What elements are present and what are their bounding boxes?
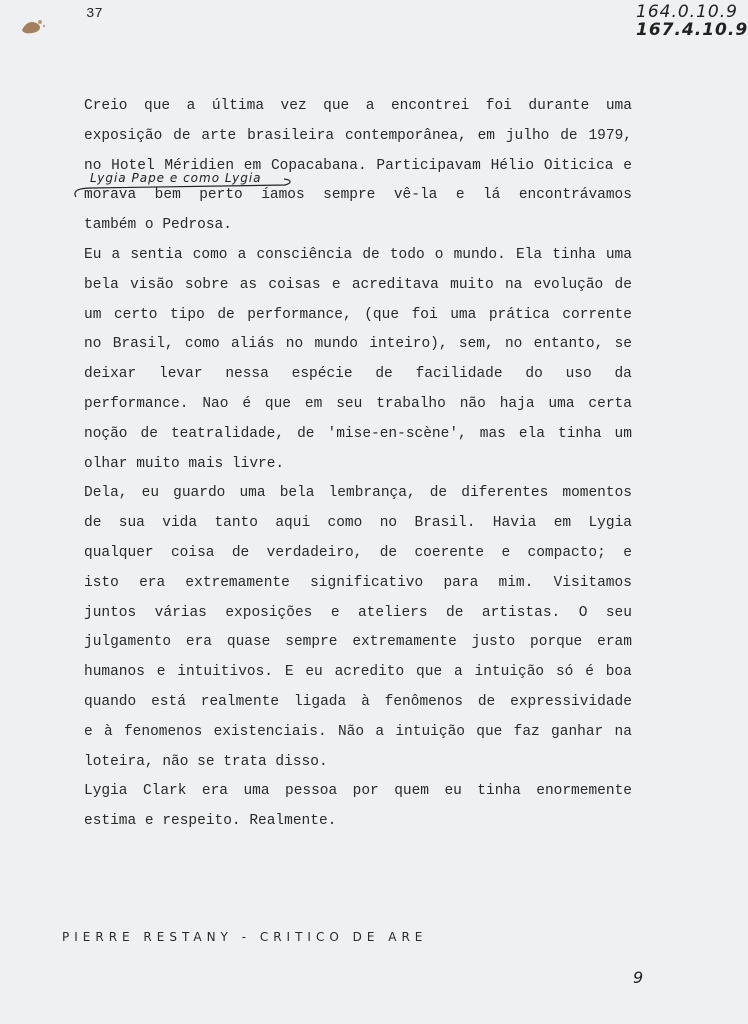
- word: existenciais.: [213, 723, 327, 740]
- word: uma: [605, 246, 632, 263]
- text-line: [84, 718, 632, 748]
- word: como: [192, 246, 228, 263]
- word: no: [285, 336, 304, 353]
- word: boa: [605, 664, 632, 681]
- word: na: [504, 276, 523, 293]
- word: vez: [280, 98, 307, 114]
- word: que: [323, 98, 350, 114]
- archive-code-2: 167.4.10.9: [636, 20, 748, 40]
- text-line: [84, 479, 632, 509]
- word: se: [614, 336, 632, 353]
- word: Brasil.: [414, 515, 476, 532]
- word: julho: [505, 127, 550, 144]
- word: de: [84, 515, 102, 532]
- text-line: [84, 271, 632, 301]
- word: diferentes: [461, 485, 549, 502]
- word: Copacabana.: [270, 157, 367, 174]
- word: como: [184, 336, 220, 353]
- word: em: [243, 157, 262, 174]
- word: espécie: [291, 366, 353, 383]
- word: eu: [444, 783, 462, 800]
- word: entanto,: [533, 336, 604, 353]
- word: de: [231, 544, 250, 561]
- word: última: [211, 98, 265, 114]
- word: a: [111, 246, 121, 263]
- word: de: [560, 127, 578, 144]
- word: exposições: [225, 604, 313, 621]
- text-line: [84, 330, 632, 360]
- word: e: [156, 664, 166, 681]
- word: certo: [113, 306, 158, 323]
- word: vida: [162, 515, 198, 532]
- word: de: [375, 366, 393, 383]
- word: tinha: [552, 246, 596, 263]
- word: Ela: [515, 246, 543, 263]
- word: no: [379, 515, 398, 532]
- text-line: [84, 360, 632, 390]
- word: extremamente: [352, 634, 457, 651]
- word: O: [578, 604, 588, 621]
- word: significativo: [310, 574, 424, 591]
- word: bela: [84, 276, 119, 293]
- word: Não: [337, 723, 365, 740]
- text-line: [84, 807, 632, 837]
- word: íamos: [261, 187, 305, 204]
- word: trabalho: [376, 395, 446, 412]
- body-text: [84, 92, 632, 837]
- word: seu: [605, 604, 632, 621]
- text-line: [84, 658, 632, 688]
- word: tinha: [477, 783, 521, 800]
- word: Lygia: [84, 783, 128, 800]
- text-line: [84, 748, 632, 778]
- word: (que: [364, 306, 400, 323]
- word: sem,: [458, 336, 494, 353]
- word: extremamente: [185, 574, 290, 591]
- word: de: [446, 604, 464, 621]
- word: facilidade: [415, 366, 503, 383]
- word: eu: [141, 485, 160, 502]
- word: deixar: [84, 366, 137, 383]
- word: ateliers: [357, 604, 428, 621]
- word: uso: [565, 366, 592, 383]
- word: que: [144, 98, 171, 114]
- word: sempre: [323, 187, 376, 204]
- word: que: [264, 395, 292, 412]
- word: arte: [201, 127, 237, 144]
- word: Dela,: [84, 485, 128, 502]
- word: intuitivos.: [177, 664, 273, 681]
- word: tinha: [558, 425, 602, 442]
- word: momentos: [562, 485, 632, 502]
- line-text: olhar muito mais livre.: [84, 455, 285, 472]
- word: bem: [154, 187, 181, 204]
- text-line: [84, 777, 632, 807]
- word: na: [614, 723, 632, 740]
- word: intuição: [395, 723, 465, 740]
- word: expressividade: [510, 693, 632, 710]
- word: por: [352, 783, 379, 800]
- word: encontrávamos: [518, 187, 632, 204]
- word: consciência: [256, 246, 353, 263]
- word: mundo.: [453, 246, 506, 263]
- word: a: [237, 246, 247, 263]
- text-line: [84, 122, 632, 152]
- page-number-bottom: 9: [633, 968, 645, 987]
- word: julgamento: [84, 634, 172, 651]
- word: eu: [305, 664, 323, 681]
- word: é: [585, 664, 594, 681]
- word: uma: [450, 306, 477, 323]
- page-number-top: 37: [86, 6, 103, 22]
- word: teatralidade,: [170, 425, 285, 442]
- word: e: [330, 604, 340, 621]
- text-line: [84, 569, 632, 599]
- word: eram: [597, 634, 632, 651]
- word: como: [327, 515, 363, 532]
- word: nessa: [225, 366, 269, 383]
- word: acredito: [334, 664, 405, 681]
- word: 1979,: [588, 127, 632, 144]
- word: porque: [530, 634, 583, 651]
- word: em: [477, 127, 496, 144]
- word: em: [304, 395, 323, 412]
- word: pessoa: [285, 783, 338, 800]
- word: corrente: [562, 306, 632, 323]
- word: isto: [84, 574, 119, 591]
- text-line: [84, 450, 632, 480]
- word: noção: [84, 425, 128, 442]
- word: sobre: [184, 276, 229, 293]
- word: visão: [130, 276, 174, 293]
- word: foi: [485, 98, 512, 114]
- text-line: [84, 92, 632, 122]
- word: era: [201, 783, 229, 800]
- text-line: [84, 539, 632, 569]
- word: e: [455, 187, 465, 204]
- word: em: [553, 515, 572, 532]
- handwritten-insertion: Lygia Pape e como Lygia: [90, 171, 262, 185]
- word: faz: [513, 723, 540, 740]
- word: prática: [488, 306, 550, 323]
- word: coisas: [268, 276, 321, 293]
- word: seu: [336, 395, 363, 412]
- word: levar: [159, 366, 203, 383]
- word: no: [504, 336, 523, 353]
- word: Eu: [84, 246, 102, 263]
- word: guardo: [173, 485, 226, 502]
- word: intuição: [474, 664, 545, 681]
- word: sentia: [130, 246, 183, 263]
- word: de: [477, 693, 496, 710]
- word: Oiticica: [543, 157, 614, 174]
- word: humanos: [84, 664, 145, 681]
- word: quase: [226, 634, 271, 651]
- word: todo: [389, 246, 425, 263]
- word: a: [453, 664, 463, 681]
- word: uma: [239, 485, 266, 502]
- word: Nao: [202, 395, 229, 412]
- word: compacto;: [527, 544, 606, 561]
- word: não: [459, 395, 486, 412]
- signature: PIERRE RESTANY - CRITICO DE ARE: [62, 930, 428, 944]
- word: exposição: [84, 127, 163, 144]
- word: de: [362, 246, 380, 263]
- word: e: [331, 276, 341, 293]
- word: morava: [84, 187, 137, 204]
- word: aliás: [230, 336, 275, 353]
- word: várias: [154, 604, 207, 621]
- text-line: [84, 509, 632, 539]
- line-text: loteira, não se trata disso.: [84, 753, 328, 770]
- text-line: [84, 211, 632, 241]
- word: à: [361, 693, 370, 710]
- word: à: [103, 723, 113, 740]
- word: enormemente: [536, 783, 632, 800]
- word: ligada: [293, 693, 347, 710]
- word: ganhar: [551, 723, 604, 740]
- word: do: [525, 366, 543, 383]
- text-line: [84, 241, 632, 271]
- word: artistas.: [481, 604, 561, 621]
- word: vê-la: [393, 187, 438, 204]
- word: bela: [279, 485, 315, 502]
- word: lá: [482, 187, 501, 204]
- line-text: estima e respeito. Realmente.: [84, 813, 337, 830]
- text-line: [84, 599, 632, 629]
- word: que: [416, 664, 443, 681]
- word: coerente: [414, 544, 485, 561]
- word: sua: [118, 515, 145, 532]
- word: um: [614, 425, 632, 442]
- word: era: [185, 634, 212, 651]
- word: durante: [528, 98, 590, 114]
- word: Visitamos: [553, 574, 632, 591]
- text-line: [84, 688, 632, 718]
- word: da: [614, 366, 632, 383]
- word: para: [443, 574, 479, 591]
- word: de: [429, 485, 448, 502]
- archive-code-1: 164.0.10.9: [636, 2, 738, 22]
- word: Hélio: [490, 157, 535, 174]
- word: e: [501, 544, 511, 561]
- word: quem: [394, 783, 430, 800]
- word: brasileira: [247, 127, 335, 144]
- word: tipo: [169, 306, 205, 323]
- word: contemporânea,: [344, 127, 467, 144]
- word: de: [140, 425, 158, 442]
- word: um: [84, 306, 102, 323]
- word: a: [186, 98, 196, 114]
- word: que: [476, 723, 503, 740]
- word: inteiro),: [369, 336, 448, 353]
- text-line: [84, 301, 632, 331]
- word: sempre: [285, 634, 338, 651]
- word: está: [151, 693, 186, 710]
- word: coisa: [170, 544, 215, 561]
- word: performance,: [247, 306, 352, 323]
- word: aqui: [275, 515, 311, 532]
- word: certa: [588, 395, 632, 412]
- word: Participavam: [376, 157, 481, 174]
- word: perto: [199, 187, 243, 204]
- word: o: [434, 246, 444, 263]
- word: verdadeiro,: [266, 544, 363, 561]
- word: Lygia: [588, 515, 632, 532]
- word: uma: [605, 98, 632, 114]
- word: E: [284, 664, 294, 681]
- word: acreditava: [351, 276, 439, 293]
- word: ela: [518, 425, 545, 442]
- word: as: [239, 276, 258, 293]
- word: de: [614, 276, 632, 293]
- word: mundo: [314, 336, 358, 353]
- word: mas: [479, 425, 506, 442]
- word: é: [242, 395, 252, 412]
- word: performance.: [84, 395, 189, 412]
- ink-stain: [18, 16, 48, 36]
- word: no: [84, 157, 102, 174]
- word: encontrei: [390, 98, 470, 114]
- word: de: [217, 306, 235, 323]
- word: quando: [84, 693, 137, 710]
- word: foi: [411, 306, 438, 323]
- word: era: [139, 574, 166, 591]
- word: Havia: [492, 515, 537, 532]
- word: tanto: [214, 515, 258, 532]
- word: de: [379, 544, 398, 561]
- word: uma: [243, 783, 270, 800]
- word: e: [623, 157, 632, 174]
- text-line: [84, 390, 632, 420]
- word: Clark: [142, 783, 187, 800]
- word: Creio: [84, 98, 128, 114]
- word: mim.: [498, 574, 534, 591]
- word: lembrança,: [328, 485, 416, 502]
- word: Méridien: [164, 157, 235, 174]
- word: Hotel: [111, 157, 155, 174]
- word: de: [297, 425, 315, 442]
- word: a: [375, 723, 385, 740]
- word: juntos: [84, 604, 137, 621]
- word: de: [173, 127, 191, 144]
- text-line: [84, 628, 632, 658]
- word: haja: [499, 395, 535, 412]
- word: fenomenos: [123, 723, 203, 740]
- word: 'mise-en-scène',: [327, 425, 467, 442]
- word: evolução: [533, 276, 604, 293]
- text-line: [84, 420, 632, 450]
- word: Brasil,: [112, 336, 174, 353]
- word: e: [84, 723, 93, 740]
- word: qualquer: [84, 544, 154, 561]
- word: no: [84, 336, 102, 353]
- line-text: também o Pedrosa.: [84, 217, 232, 234]
- word: a: [365, 98, 375, 114]
- word: só: [555, 664, 574, 681]
- word: uma: [548, 395, 575, 412]
- word: justo: [471, 634, 516, 651]
- insertion-underline: [70, 170, 300, 200]
- word: e: [623, 544, 632, 561]
- word: realmente: [200, 693, 280, 710]
- word: muito: [450, 276, 494, 293]
- word: fenômenos: [384, 693, 463, 710]
